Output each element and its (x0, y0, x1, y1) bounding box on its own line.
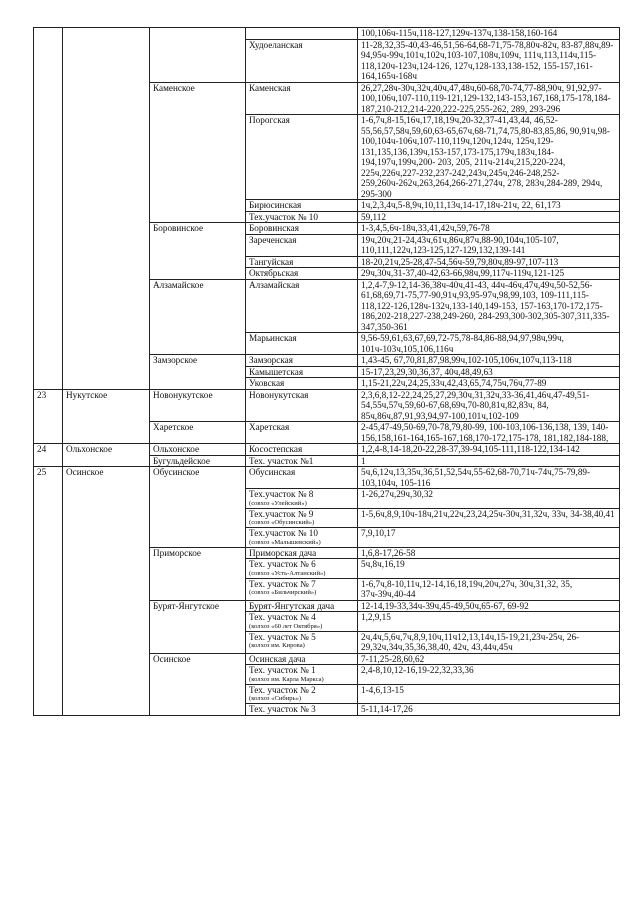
municipality-cell: Харетское (150, 422, 246, 444)
district-cell: Осинское (63, 467, 150, 716)
quarters-cell: 2,3,6,8,12-22,24,25,27,29,30ч,31,32ч,33-36,41,46ч,47-49,51-54,55ч,57ч,59,60-67,68,69ч,70-80,81ч,82,83ч, 84, 85ч,86ч,87,91,93,94,97-100,101ч,102-109 (358, 389, 620, 422)
municipality-cell: Осинское (150, 653, 246, 715)
quarters-cell: 1-4,6,13-15 (358, 684, 620, 704)
quarters-cell: 1-5,6ч,8,9,10ч-18ч,21ч,22ч,23,24,25ч-30ч,31,32ч, 33ч, 34-38,40,41 (358, 508, 620, 528)
quarters-cell: 5ч,6,12ч,13,35ч,36,51,52,54ч,55-62,68-70,71ч-74ч,75-79,89-103,104ч, 105-116 (358, 467, 620, 489)
row-number-cell: 25 (34, 467, 63, 716)
forestry-cell (246, 28, 358, 40)
row-number-cell (34, 28, 63, 390)
municipality-cell: Бурят-Янгутское (150, 600, 246, 653)
forestry-note: (колхоз «60 лет Октября») (249, 622, 323, 630)
forestry-cell (246, 684, 358, 704)
forestry-label: Тех. участок № 5 (249, 631, 316, 642)
forestry-note: (совхоз «Бильчирский») (249, 589, 317, 596)
forestry-label: Тех.участок № 8 (249, 489, 314, 499)
forestry-cell: Камышетская (246, 366, 358, 378)
forestry-cell: Уковская (246, 378, 358, 390)
quarters-cell: 1-26,27ч,29ч,30,32 (358, 489, 620, 509)
forestry-cell: Приморская дача (246, 547, 358, 559)
forestry-label: Тех. участок № 1 (249, 665, 316, 675)
quarters-cell: 1 (358, 455, 620, 467)
quarters-cell: 1,6,8-17,26-58 (358, 547, 620, 559)
forestry-note: (совхоз «Усть-Алтанский») (249, 569, 326, 577)
forestry-cell: Харетская (246, 422, 358, 444)
table-row (34, 444, 620, 456)
forestry-cell: Обусинская (246, 467, 358, 489)
district-cell: Ольхонское (63, 444, 150, 467)
table-row (34, 467, 620, 489)
table-row (34, 389, 620, 422)
forestry-cell (246, 612, 358, 632)
quarters-cell: 1,2,9,15 (358, 612, 620, 632)
municipality-cell: Ольхонское (150, 444, 246, 456)
forestry-cell: Зареченская (246, 234, 358, 256)
municipality-cell: Бугульдейское (150, 455, 246, 467)
forest-quarters-table (33, 27, 620, 716)
quarters-cell: 1,2,4-7,9-12,14-36,38ч-40ч,41-43, 44ч-46ч,47ч,49ч,50-52,56-61,68,69,71-75,77-90,91ч,93,95-97ч,98,99,103, 109-111,115-118,122-126,128ч-132ч,133-140,149-153, 157-163,170-172,175-186,202-218,227-238,249-260, 284-293,300-302,305-307,311,335-347,350-361 (358, 279, 620, 333)
forestry-label: Тех. участок № 4 (249, 612, 316, 622)
municipality-cell (150, 28, 246, 83)
municipality-cell: Приморское (150, 547, 246, 600)
forestry-cell: Новонукутская (246, 389, 358, 422)
forestry-cell: Октябрьская (246, 268, 358, 280)
forestry-cell: Алзамайская (246, 279, 358, 333)
forestry-note: (совхоз «Улейский») (249, 499, 307, 507)
forestry-label: Тех.участок № 9 (249, 508, 314, 519)
quarters-cell: 1,43-45, 67,70,81,87,98,99ч,102-105,106ч,107ч,113-118 (358, 355, 620, 367)
quarters-cell: 9,56-59,61,63,67,69,72-75,78-84,86-88,94,97,98ч,99ч, 101ч-103ч,105,106,116ч (358, 333, 620, 355)
quarters-cell: 2-45,47-49,50-69,70-78,79,80-99, 100-103,106-136,138, 139, 140-156,158,161-164,165-167,168,170-172,175-178, 181,182,184-188, (358, 422, 620, 444)
forestry-label: Тех. участок № 6 (249, 559, 316, 569)
forestry-cell (246, 508, 358, 528)
forestry-cell: Косостепская (246, 444, 358, 456)
forestry-cell (246, 489, 358, 509)
quarters-cell: 29ч,30ч,31-37,40-42,63-66,98ч,99,117ч-119ч,121-125 (358, 268, 620, 280)
forestry-cell: Тангуйская (246, 256, 358, 268)
quarters-cell: 26,27,28ч-30ч,32ч,40ч,47,48ч,60-68,70-74,77-88,90ч, 91,92,97-100,106ч,107-110,119-121,129-132,143-153,167,168,175-178,184-187,210-212,214-220,222-225,255-262, 289, 293-296 (358, 82, 620, 115)
quarters-cell: 1-6,7ч,8-15,16ч,17,18,19ч,20-32,37-41,43,44, 46,52-55,56,57,58ч,59,60,63-65,67ч,68-71,74,75,80-83,85,86, 90,91ч,98-100,104ч-106ч,107-110,119ч,120ч,124ч, 125ч,129-131,135,136,139ч,153-157,173-175,179ч,183ч,184-194,197ч,199ч,200- 203, 205, 211ч-214ч,215,220-224, 225ч,226ч,227-232,237-242,243ч,245ч,246-248,252-259,260ч-262ч,263,264,266-271,274ч, 278, 283ч,284-289, 294ч, 295-300 (358, 115, 620, 200)
table-row (34, 28, 620, 40)
quarters-cell: 1-6,7ч,8-10,11ч,12-14,16,18,19ч,20ч,27ч, 30ч,31,32, 35, 37ч-39ч,40-44 (358, 578, 620, 600)
quarters-cell: 2ч,4ч,5,6ч,7ч,8,9,10ч,11ч12,13,14ч,15-19,21,23ч-25ч, 26-29,32ч,34ч,35,36,38,40, 42ч, 43,44ч,45ч (358, 631, 620, 653)
municipality-cell: Новонукутское (150, 389, 246, 422)
forestry-cell (246, 578, 358, 600)
forestry-cell: Осинская дача (246, 653, 358, 665)
forestry-cell: Тех. участок № 3 (246, 704, 358, 716)
forestry-cell: Худоеланская (246, 39, 358, 82)
forestry-note: (совхоз «Обусинский») (249, 519, 315, 526)
municipality-cell: Алзамайское (150, 279, 246, 355)
quarters-cell: 2,4-8,10,12-16,19-22,32,33,36 (358, 665, 620, 685)
forestry-note: (колхоз им. Карла Маркса) (249, 675, 324, 683)
quarters-cell: 1,15-21,22ч,24,25,33ч,42,43,65,74,75ч,76ч,77-89 (358, 378, 620, 390)
quarters-cell: 5-11,14-17,26 (358, 704, 620, 716)
forestry-note: (совхоз «Малышевский») (249, 538, 321, 546)
forestry-cell: Замзорская (246, 355, 358, 367)
forestry-cell: Тех. участок №1 (246, 455, 358, 467)
forestry-cell: Боровинская (246, 223, 358, 235)
quarters-cell: 1-3,4,5,6ч-18ч,33,41,42ч,59,76-78 (358, 223, 620, 235)
quarters-cell: 11-28,32,35-40,43-46,51,56-64,68-71,75-78,80ч-82ч, 83-87,88ч,89-94,95ч-99ч,101ч,102ч,103-107,108ч,109ч, 111ч,113,114ч,115-118,120ч-123ч,124-126, 127ч,128-133,138-152, 155-157,161-164,165ч-168ч (358, 39, 620, 82)
district-cell (63, 28, 150, 390)
municipality-cell: Замзорское (150, 355, 246, 390)
forestry-label: Тех.участок № 10 (249, 528, 318, 538)
forestry-note: (колхоз им. Кирова) (249, 642, 305, 649)
forestry-cell (246, 665, 358, 685)
row-number-cell: 24 (34, 444, 63, 467)
quarters-cell: 100,106ч-115ч,118-127,129ч-137ч,138-158,160-164 (358, 28, 620, 40)
table-body (34, 28, 620, 716)
quarters-cell: 5ч,8ч,16,19 (358, 559, 620, 579)
row-number-cell: 23 (34, 389, 63, 444)
forestry-cell (246, 631, 358, 653)
forestry-label: Тех. участок № 7 (249, 578, 316, 589)
forestry-cell: Каменская (246, 82, 358, 115)
forestry-note: (колхоз «Сибирь») (249, 695, 302, 702)
quarters-cell: 7-11,25-28,60,62 (358, 653, 620, 665)
quarters-cell: 15-17,23,29,30,36,37, 40ч,48,49,63 (358, 366, 620, 378)
forestry-cell (246, 559, 358, 579)
quarters-cell: 1,2,4-8,14-18,20-22,28-37,39-94,105-111,118-122,134-142 (358, 444, 620, 456)
municipality-cell: Каменское (150, 82, 246, 223)
quarters-cell: 12-14,19-33,34ч-39ч,45-49,50ч,65-67, 69-92 (358, 600, 620, 612)
district-cell: Нукутское (63, 389, 150, 444)
quarters-cell: 1ч,2,3,4ч,5-8,9ч,10,11,13ч,14-17,18ч-21ч, 22, 61,173 (358, 200, 620, 212)
forestry-cell: Бурят-Янгутская дача (246, 600, 358, 612)
forestry-cell: Бирюсинская (246, 200, 358, 212)
municipality-cell: Обусинское (150, 467, 246, 548)
forestry-cell (246, 528, 358, 548)
quarters-cell: 7,9,10,17 (358, 528, 620, 548)
forestry-cell: Порогская (246, 115, 358, 200)
quarters-cell: 18-20,21ч,25-28,47-54,56ч-59,79,80ч,89-97,107-113 (358, 256, 620, 268)
municipality-cell: Боровинское (150, 223, 246, 280)
forestry-cell: Тех.участок № 10 (246, 211, 358, 223)
quarters-cell: 59,112 (358, 211, 620, 223)
forestry-label: Тех. участок № 2 (249, 684, 316, 695)
forestry-cell: Марьинская (246, 333, 358, 355)
quarters-cell: 19ч,20ч,21-24,43ч,61ч,86ч,87ч,88-90,104ч,105-107, 110,111,122ч,123-125,127-129,132,139-141 (358, 234, 620, 256)
